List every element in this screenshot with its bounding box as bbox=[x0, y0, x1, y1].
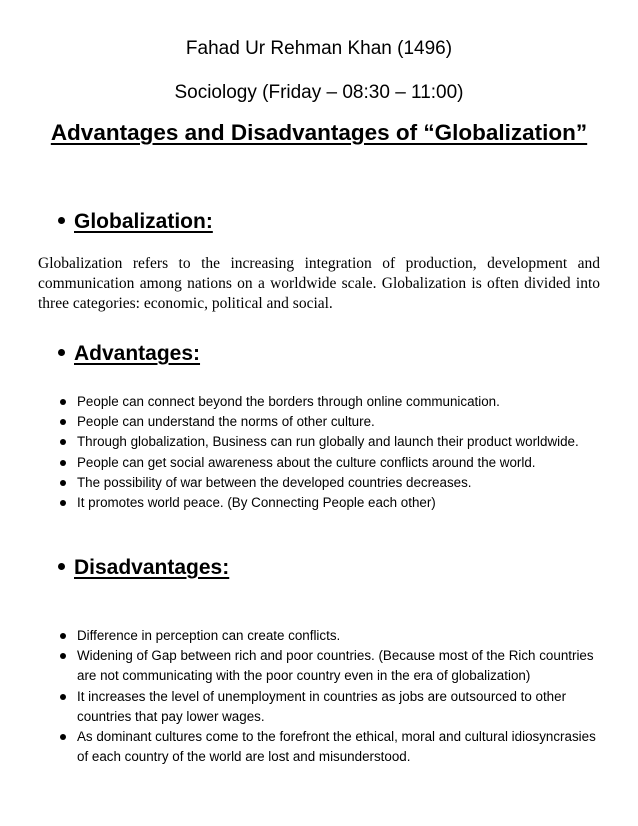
disadvantages-heading-text: Disadvantages: bbox=[74, 556, 230, 579]
document-title: Advantages and Disadvantages of “Globalization” bbox=[50, 120, 588, 145]
advantages-list bbox=[0, 392, 638, 513]
list-item bbox=[0, 687, 638, 727]
bullet-icon bbox=[60, 500, 66, 506]
disadvantages-list bbox=[0, 626, 638, 767]
bullet-icon bbox=[60, 480, 66, 486]
bullet-icon bbox=[60, 633, 66, 639]
list-item bbox=[0, 727, 638, 767]
list-item-text: The possibility of war between the developed countries decreases. bbox=[77, 474, 472, 490]
globalization-heading-text: Globalization: bbox=[74, 210, 213, 233]
list-item-text: It increases the level of unemployment in countries as jobs are outsourced to other countries that pay lower wages. bbox=[77, 688, 567, 724]
bullet-icon bbox=[60, 460, 66, 466]
bullet-icon bbox=[58, 349, 65, 356]
list-item bbox=[0, 473, 638, 493]
globalization-paragraph: Globalization refers to the increasing integration of production, development and communication among nations on a worldwide scale. Globalization is often divided into three categories: economic, political and social. bbox=[38, 255, 600, 312]
list-item bbox=[0, 453, 638, 473]
list-item-text: It promotes world peace. (By Connecting People each other) bbox=[77, 495, 436, 511]
bullet-icon bbox=[60, 653, 66, 659]
course-line: Sociology (Friday – 08:30 – 11:00) bbox=[174, 82, 464, 103]
list-item-text: People can understand the norms of other culture. bbox=[77, 414, 375, 430]
list-item-text: Widening of Gap between rich and poor countries. (Because most of the Rich countries are not communicating with the poor country even in the era of globalization) bbox=[77, 648, 594, 684]
bullet-icon bbox=[60, 734, 66, 740]
disadvantages-heading bbox=[58, 556, 229, 580]
bullet-icon bbox=[60, 694, 66, 700]
bullet-icon bbox=[58, 217, 65, 224]
list-item-text: People can get social awareness about the culture conflicts around the world. bbox=[77, 454, 536, 470]
list-item bbox=[0, 626, 638, 646]
bullet-icon bbox=[60, 399, 66, 405]
list-item bbox=[0, 412, 638, 432]
list-item-text: People can connect beyond the borders through online communication. bbox=[77, 394, 500, 409]
bullet-icon bbox=[60, 419, 66, 425]
list-item bbox=[0, 493, 638, 513]
list-item-text: As dominant cultures come to the forefront the ethical, moral and cultural idiosyncrasies of each country of the world are lost and misunderstood. bbox=[77, 729, 596, 765]
list-item bbox=[0, 646, 638, 686]
list-item bbox=[0, 432, 638, 452]
advantages-heading-text: Advantages: bbox=[74, 342, 201, 365]
advantages-heading bbox=[58, 342, 200, 366]
globalization-heading bbox=[58, 210, 213, 234]
bullet-icon bbox=[58, 563, 65, 570]
list-item-text: Difference in perception can create conflicts. bbox=[77, 628, 341, 643]
list-item bbox=[0, 392, 638, 412]
list-item-text: Through globalization, Business can run globally and launch their product worldwide. bbox=[77, 434, 579, 450]
bullet-icon bbox=[60, 439, 66, 445]
author-line: Fahad Ur Rehman Khan (1496) bbox=[185, 38, 453, 59]
